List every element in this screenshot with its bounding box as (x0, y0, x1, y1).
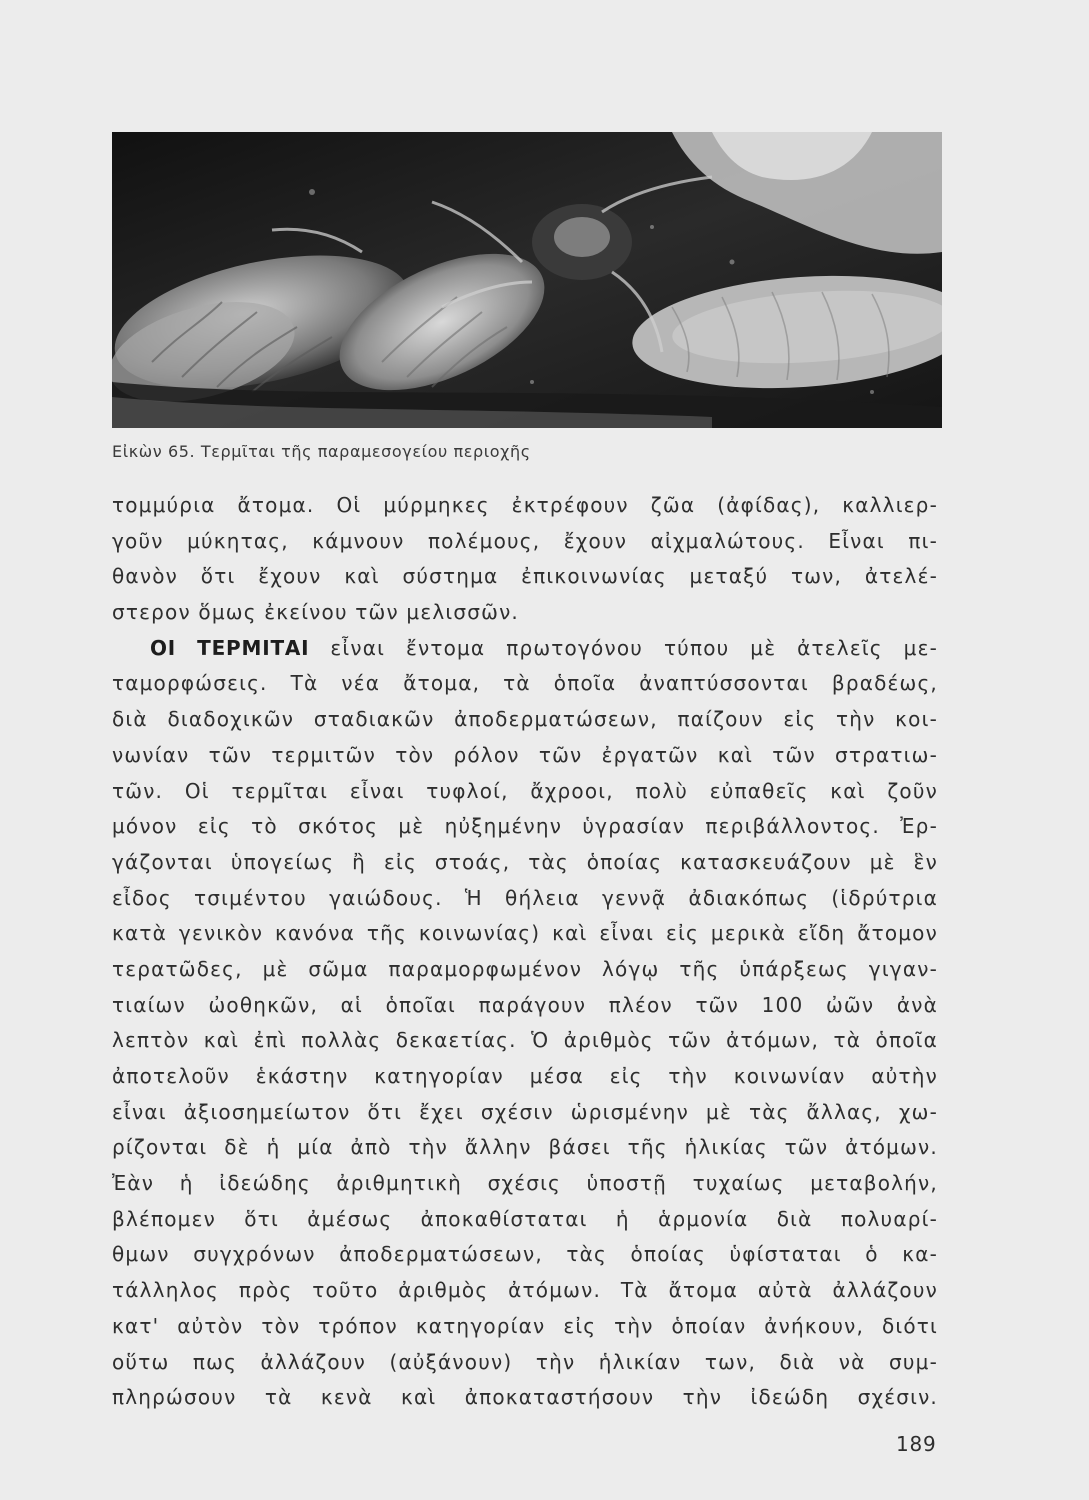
termites-photograph (112, 132, 942, 428)
text-line: τῶν. Οἱ τερμῖται εἶναι τυφλοί, ἄχροοι, πολὺ εὐπαθεῖς καὶ ζοῦν (112, 778, 938, 803)
text-line: εἶναι ἀξιοσημείωτον ὅτι ἔχει σχέσιν ὡρισμένην μὲ τὰς ἄλλας, χω- (112, 1099, 938, 1124)
text-line: θμων συγχρόνων ἀποδερματώσεων, τὰς ὁποίας ὑφίσταται ὁ κα- (112, 1242, 938, 1267)
text-line: ρίζονται δὲ ἡ μία ἀπὸ τὴν ἄλλην βάσει τῆς ἡλικίας τῶν ἀτόμων. (112, 1135, 938, 1160)
text-line: πληρώσουν τὰ κενὰ καὶ ἀποκαταστήσουν τὴν ἰδεώδη σχέσιν. (112, 1385, 938, 1410)
text-span: εἶναι ἔντομα πρωτογόνου τύπου μὲ ἀτελεῖς με- (330, 635, 938, 660)
text-line: λεπτὸν καὶ ἐπὶ πολλὰς δεκαετίας. Ὁ ἀριθμὸς τῶν ἀτόμων, τὰ ὁποῖα (112, 1028, 938, 1053)
termites-photo-image (112, 132, 942, 428)
text-line: ταμορφώσεις. Τὰ νέα ἄτομα, τὰ ὁποῖα ἀναπτύσσονται βραδέως, (112, 671, 938, 696)
text-line: νωνίαν τῶν τερμιτῶν τὸν ρόλον τῶν ἐργατῶν καὶ τῶν στρατιω- (112, 742, 938, 767)
text-line: τάλληλος πρὸς τοῦτο ἀριθμὸς ἀτόμων. Τὰ ἄτομα αὐτὰ ἀλλάζουν (112, 1278, 938, 1303)
paragraph-first-line (112, 631, 938, 667)
body-text (112, 488, 938, 1416)
text-line: κατ' αὐτὸν τὸν τρόπον κατηγορίαν εἰς τὴν ὁποίαν ἀνήκουν, διότι (112, 1313, 938, 1338)
text-line: βλέπομεν ὅτι ἀμέσως ἀποκαθίσταται ἡ ἁρμονία διὰ πολυαρί- (112, 1206, 938, 1231)
text-line: κατὰ γενικὸν κανόνα τῆς κοινωνίας) καὶ εἶναι εἰς μερικὰ εἴδη ἄτομον (112, 921, 938, 946)
text-line: μόνον εἰς τὸ σκότος μὲ ηὐξημένην ὑγρασίαν περιβάλλοντος. Ἐρ- (112, 814, 938, 839)
text-line: ἀποτελοῦν ἑκάστην κατηγορίαν μέσα εἰς τὴν κοινωνίαν αὐτὴν (112, 1064, 938, 1088)
text-line: Ἐὰν ἡ ἰδεώδης ἀριθμητικὴ σχέσις ὑποστῇ τυχαίως μεταβολήν, (112, 1171, 938, 1196)
text-line: τερατῶδες, μὲ σῶμα παραμορφωμένον λόγῳ τῆς ὑπάρξεως γιγαν- (112, 956, 938, 981)
text-line: θανὸν ὅτι ἔχουν καὶ σύστημα ἐπικοινωνίας μεταξύ των, ἀτελέ- (112, 564, 938, 589)
text-line: τιαίων ὠοθηκῶν, αἱ ὁποῖαι παράγουν πλέον τῶν 100 ὠῶν ἀνὰ (112, 992, 938, 1017)
text-line: γοῦν μύκητας, κάμνουν πολέμους, ἔχουν αἰχμαλώτους. Εἶναι πι- (112, 528, 938, 553)
text-line: διὰ διαδοχικῶν σταδιακῶν ἀποδερματώσεων, παίζουν εἰς τὴν κοι- (112, 707, 938, 732)
section-lead-heading: ΟΙ ΤΕΡΜΙΤΑΙ (150, 635, 310, 660)
text-line: στερον ὅμως ἐκείνου τῶν μελισσῶν. (112, 600, 519, 625)
text-line: οὕτω πως ἀλλάζουν (αὐξάνουν) τὴν ἡλικίαν των, διὰ νὰ συμ- (112, 1349, 938, 1374)
figure-caption: Εἰκὼν 65. Τερμῖται τῆς παραμεσογείου περιοχῆς (112, 442, 531, 461)
text-line: γάζονται ὑπογείως ἢ εἰς στοάς, τὰς ὁποίας κατασκευάζουν μὲ ἓν (112, 849, 938, 874)
text-line: εἶδος τσιμέντου γαιώδους. Ἡ θήλεια γεννᾷ ἀδιακόπως (ἱδρύτρια (112, 885, 938, 910)
text-line: τομμύρια ἄτομα. Οἱ μύρμηκες ἐκτρέφουν ζῶα (ἀφίδας), καλλιερ- (112, 493, 938, 517)
page-number: 189 (896, 1432, 937, 1456)
